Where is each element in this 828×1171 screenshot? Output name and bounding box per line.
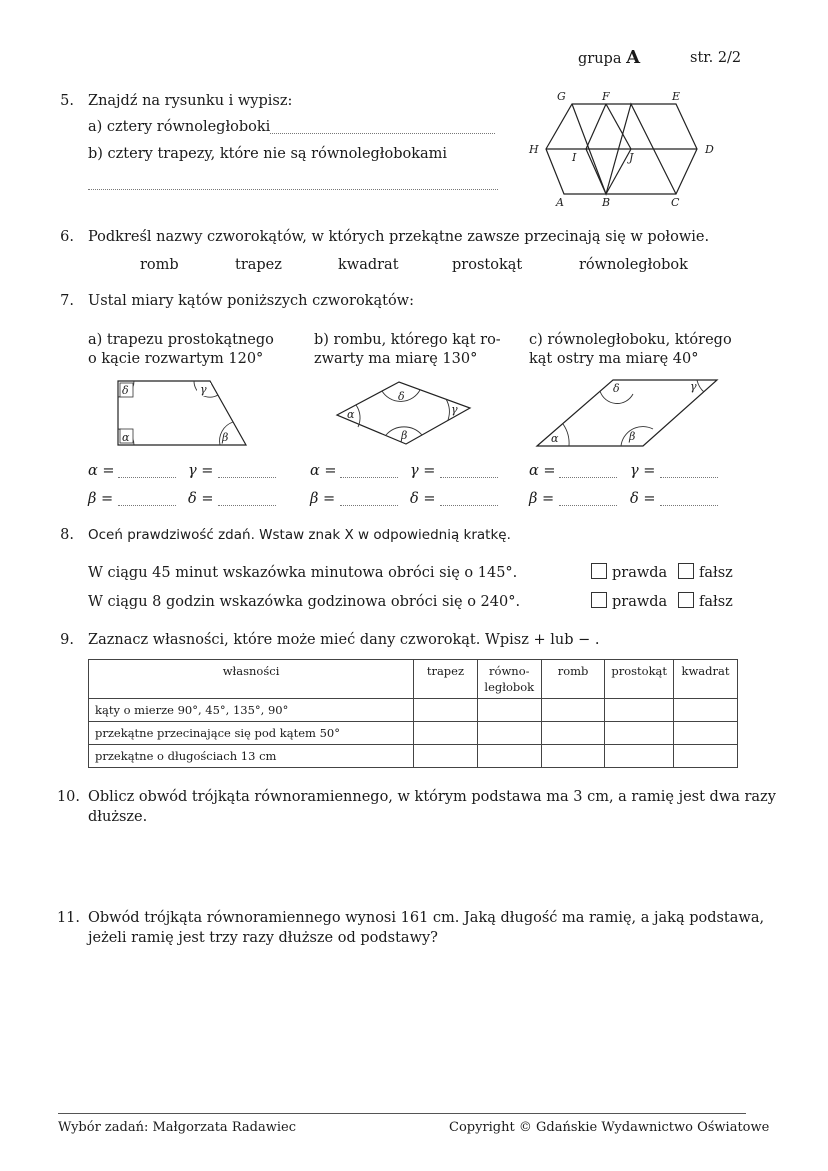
q7b-delta-answer[interactable] [440,491,498,506]
q10-line2: dłuższe. [88,809,148,825]
row-label: przekątne o długościach 13 cm [89,745,414,768]
q6-option-kwadrat[interactable]: kwadrat [338,257,399,273]
q5-a-label: a) cztery równoległoboki [88,119,271,135]
header-prostokat: prostokąt [605,660,674,699]
header-romb: romb [541,660,605,699]
row-label: przekątne przecinające się pod kątem 50° [89,722,414,745]
header-rownoleglobok: równo- ległobok [477,660,541,699]
answer-cell[interactable] [605,745,674,768]
q7-number: 7. [60,293,74,309]
q8-s1-false-option[interactable]: fałsz [678,563,733,583]
para-delta: δ [613,382,620,395]
answer-cell[interactable] [674,699,738,722]
rhomb-alpha: α [347,408,355,421]
trap-alpha: α [122,431,130,444]
q8-s2-true-option[interactable]: prawda [591,592,667,612]
q8-s2-true-checkbox[interactable] [591,592,607,608]
label-J: J [629,151,634,164]
para-gamma: γ [690,380,697,393]
q8-s1-false-checkbox[interactable] [678,563,694,579]
q7a-delta-answer[interactable] [218,491,276,506]
q7c-alpha-row: α = [529,463,556,479]
q8-s2-false-checkbox[interactable] [678,592,694,608]
rhomb-beta: β [401,429,408,442]
footer-divider [58,1113,746,1114]
rhomb-gamma: γ [451,403,458,416]
q7-parallelogram-figure [533,376,723,450]
q7-b-line2: zwarty ma miarę 130° [314,351,478,367]
q7-c-line1: c) równoległoboku, którego [529,332,732,348]
answer-cell[interactable] [541,699,605,722]
q7a-gamma-answer[interactable] [218,463,276,478]
q7b-beta-row: β = [310,491,336,507]
answer-cell[interactable] [414,722,478,745]
q7c-beta-row: β = [529,491,555,507]
label-G: G [557,90,566,103]
q5-a-answer-line[interactable] [270,119,495,134]
label-C: C [671,196,680,209]
para-beta: β [629,430,636,443]
label-I: I [572,151,577,164]
q5-hexagon-figure [525,85,725,210]
q6-option-prostokat[interactable]: prostokąt [452,257,523,273]
answer-cell[interactable] [605,699,674,722]
answer-cell[interactable] [605,722,674,745]
q7-c-line2: kąt ostry ma miarę 40° [529,351,699,367]
q7b-gamma-row: γ = [410,463,436,479]
q7c-gamma-row: γ = [630,463,656,479]
q7a-beta-answer[interactable] [118,491,176,506]
q6-option-trapez[interactable]: trapez [235,257,282,273]
q7-b-line1: b) rombu, którego kąt ro- [314,332,501,348]
q8-s1-true-checkbox[interactable] [591,563,607,579]
q7c-alpha-answer[interactable] [559,463,617,478]
q7-rhombus-figure [332,378,477,448]
q7b-gamma-answer[interactable] [440,463,498,478]
q5-b-answer-line[interactable] [88,175,498,190]
label-H: H [529,143,539,156]
q9-text: Zaznacz własności, które może mieć dany czworokąt. Wpisz + lub − . [88,632,600,648]
q7c-beta-answer[interactable] [559,491,617,506]
footer-author: Wybór zadań: Małgorzata Radawiec [58,1120,296,1135]
q11-line1: Obwód trójkąta równoramiennego wynosi 161 cm. Jaką długość ma ramię, a jaką podstawa, [88,910,765,926]
answer-cell[interactable] [674,722,738,745]
para-alpha: α [551,432,559,445]
answer-cell[interactable] [674,745,738,768]
page-number: str. 2/2 [690,50,742,66]
row-label: kąty o mierze 90°, 45°, 135°, 90° [89,699,414,722]
group-letter: A [626,47,641,68]
q7-a-line1: a) trapezu prostokątnego [88,332,274,348]
label-A: A [556,196,564,209]
q10-line1: Oblicz obwód trójkąta równoramiennego, w którym podstawa ma 3 cm, a ramię jest dwa razy [88,789,776,805]
table-header-row [89,660,738,699]
q5-b-label: b) cztery trapezy, które nie są równoległobokami [88,146,448,162]
q9-number: 9. [60,632,74,648]
footer-copyright: Copyright © Gdańskie Wydawnictwo Oświatowe [449,1120,770,1135]
q8-statement-1: W ciągu 45 minut wskazówka minutowa obróci się o 145°. [88,565,518,581]
header-trapez: trapez [414,660,478,699]
q7-a-line2: o kącie rozwartym 120° [88,351,264,367]
answer-cell[interactable] [414,745,478,768]
q7a-beta-row: β = [88,491,114,507]
answer-cell[interactable] [477,699,541,722]
q7c-gamma-answer[interactable] [660,463,718,478]
answer-cell[interactable] [414,699,478,722]
q6-text: Podkreśl nazwy czworokątów, w których przekątne zawsze przecinają się w połowie. [88,229,710,245]
q7c-delta-answer[interactable] [660,491,718,506]
q8-number: 8. [60,527,74,543]
q8-s1-true-option[interactable]: prawda [591,563,667,583]
q6-number: 6. [60,229,74,245]
group-label: grupa A [578,47,641,68]
q7-text: Ustal miary kątów poniższych czworokątów: [88,293,414,309]
q7a-gamma-row: γ = [188,463,214,479]
trap-gamma: γ [200,383,207,396]
header-properties: własności [89,660,414,699]
table-row [89,745,738,768]
q7b-beta-answer[interactable] [340,491,398,506]
q8-s2-false-option[interactable]: fałsz [678,592,733,612]
q7b-alpha-answer[interactable] [340,463,398,478]
q11-line2: jeżeli ramię jest trzy razy dłuższe od podstawy? [88,930,438,946]
label-E: E [672,90,681,103]
q7-trapezoid-figure [112,375,252,450]
q7a-alpha-answer[interactable] [118,463,176,478]
q10-number: 10. [56,789,80,805]
header-kwadrat: kwadrat [674,660,738,699]
q6-option-rownoleglobok[interactable]: równoległobok [579,257,688,273]
q6-option-romb[interactable]: romb [140,257,179,273]
q8-text: Oceń prawdziwość zdań. Wstaw znak X w odpowiednią kratkę. [88,527,511,543]
q11-number: 11. [56,910,80,926]
label-D: D [705,143,714,156]
trap-beta: β [222,431,229,444]
table-row [89,722,738,745]
answer-cell[interactable] [477,722,541,745]
q7a-delta-row: δ = [188,491,214,507]
q7b-alpha-row: α = [310,463,337,479]
q7c-delta-row: δ = [630,491,656,507]
label-B: B [602,196,611,209]
trap-delta: δ [122,384,129,397]
q8-statement-2: W ciągu 8 godzin wskazówka godzinowa obróci się o 240°. [88,594,521,610]
rhomb-delta: δ [398,390,405,403]
q7a-alpha-row: α = [88,463,115,479]
table-row [89,699,738,722]
answer-cell[interactable] [541,722,605,745]
answer-cell[interactable] [477,745,541,768]
q9-properties-table [88,659,738,768]
answer-cell[interactable] [541,745,605,768]
label-F: F [602,90,610,103]
q5-text: Znajdź na rysunku i wypisz: [88,93,293,109]
q5-number: 5. [60,93,74,109]
q7b-delta-row: δ = [410,491,436,507]
